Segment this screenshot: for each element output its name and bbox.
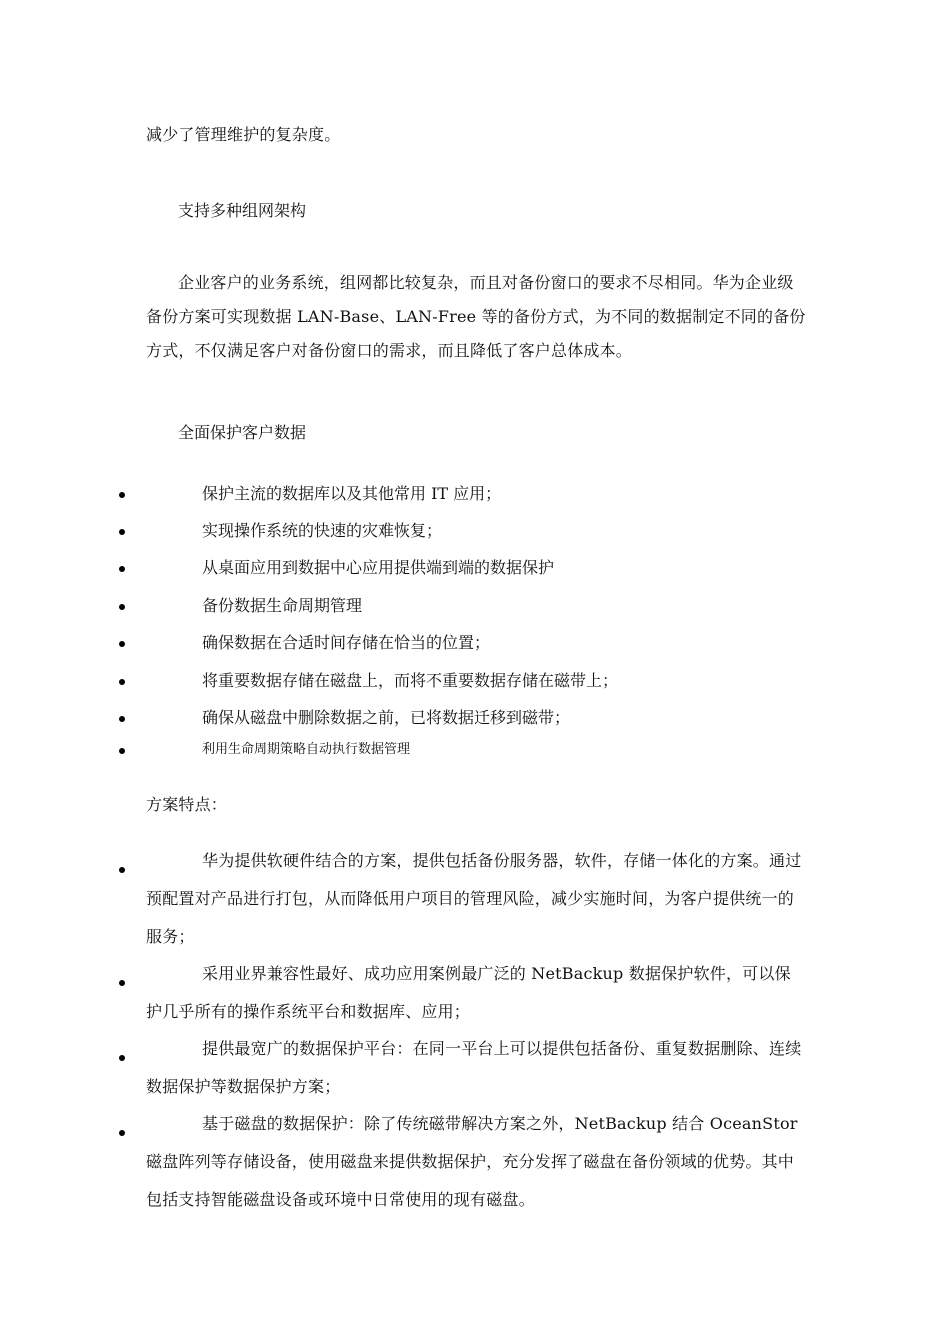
bullet-icon <box>119 641 125 647</box>
feature-text: 基于磁盘的数据保护：除了传统磁带解决方案之外，NetBackup 结合 OceanStor 磁盘阵列等存储设备，使用磁盘来提供数据保护，充分发挥了磁盘在备份领域的优势。其中包括支持智能磁盘设备或环境中日常使用的现有磁盘。 <box>146 1114 798 1209</box>
intro-tail-text: 减少了管理维护的复杂度。 <box>146 125 341 144</box>
list-item-text: 备份数据生命周期管理 <box>202 596 363 615</box>
list-item <box>0 738 950 764</box>
list-item-text: 确保数据在合适时间存储在恰当的位置； <box>202 633 491 652</box>
bullet-icon <box>119 492 125 498</box>
list-item <box>0 482 950 508</box>
section-heading-data-protection: 全面保护客户数据 <box>178 423 307 442</box>
list-item-text: 利用生命周期策略自动执行数据管理 <box>202 742 411 757</box>
list-item-text: 从桌面应用到数据中心应用提供端到端的数据保护 <box>202 558 555 577</box>
list-item <box>0 631 950 657</box>
list-item <box>0 669 950 695</box>
list-item-text: 将重要数据存储在磁盘上，而将不重要数据存储在磁带上； <box>202 671 619 690</box>
list-item <box>0 519 950 545</box>
list-item <box>0 706 950 732</box>
section-heading-features: 方案特点： <box>146 795 228 814</box>
list-item <box>0 556 950 582</box>
bullet-icon <box>119 679 125 685</box>
bullet-icon <box>119 1130 125 1136</box>
list-item-text: 保护主流的数据库以及其他常用 IT 应用； <box>202 484 502 503</box>
section-heading-networking: 支持多种组网架构 <box>178 201 307 220</box>
networking-paragraph: 企业客户的业务系统，组网都比较复杂，而且对备份窗口的要求不尽相同。华为企业级备份方案可实现数据 LAN-Base、LAN-Free 等的备份方式，为不同的数据制定不同的备份方式，不仅满足客户对备份窗口的需求，而且降低了客户总体成本。 <box>146 273 806 360</box>
bullet-icon <box>119 566 125 572</box>
feature-text: 华为提供软硬件结合的方案，提供包括备份服务器，软件，存储一体化的方案。通过预配置对产品进行打包，从而降低用户项目的管理风险，减少实施时间，为客户提供统一的服务； <box>146 851 802 946</box>
feature-text: 采用业界兼容性最好、成功应用案例最广泛的 NetBackup 数据保护软件，可以保护几乎所有的操作系统平台和数据库、应用； <box>146 964 791 1021</box>
bullet-icon <box>119 716 125 722</box>
feature-text: 提供最宽广的数据保护平台：在同一平台上可以提供包括备份、重复数据删除、连续数据保护等数据保护方案； <box>146 1039 802 1096</box>
bullet-icon <box>119 604 125 610</box>
bullet-icon <box>119 867 125 873</box>
bullet-icon <box>119 529 125 535</box>
bullet-icon <box>119 748 125 754</box>
bullet-icon <box>119 980 125 986</box>
bullet-icon <box>119 1055 125 1061</box>
list-item <box>0 594 950 620</box>
list-item-text: 确保从磁盘中删除数据之前，已将数据迁移到磁带； <box>202 708 571 727</box>
list-item-text: 实现操作系统的快速的灾难恢复； <box>202 521 443 540</box>
